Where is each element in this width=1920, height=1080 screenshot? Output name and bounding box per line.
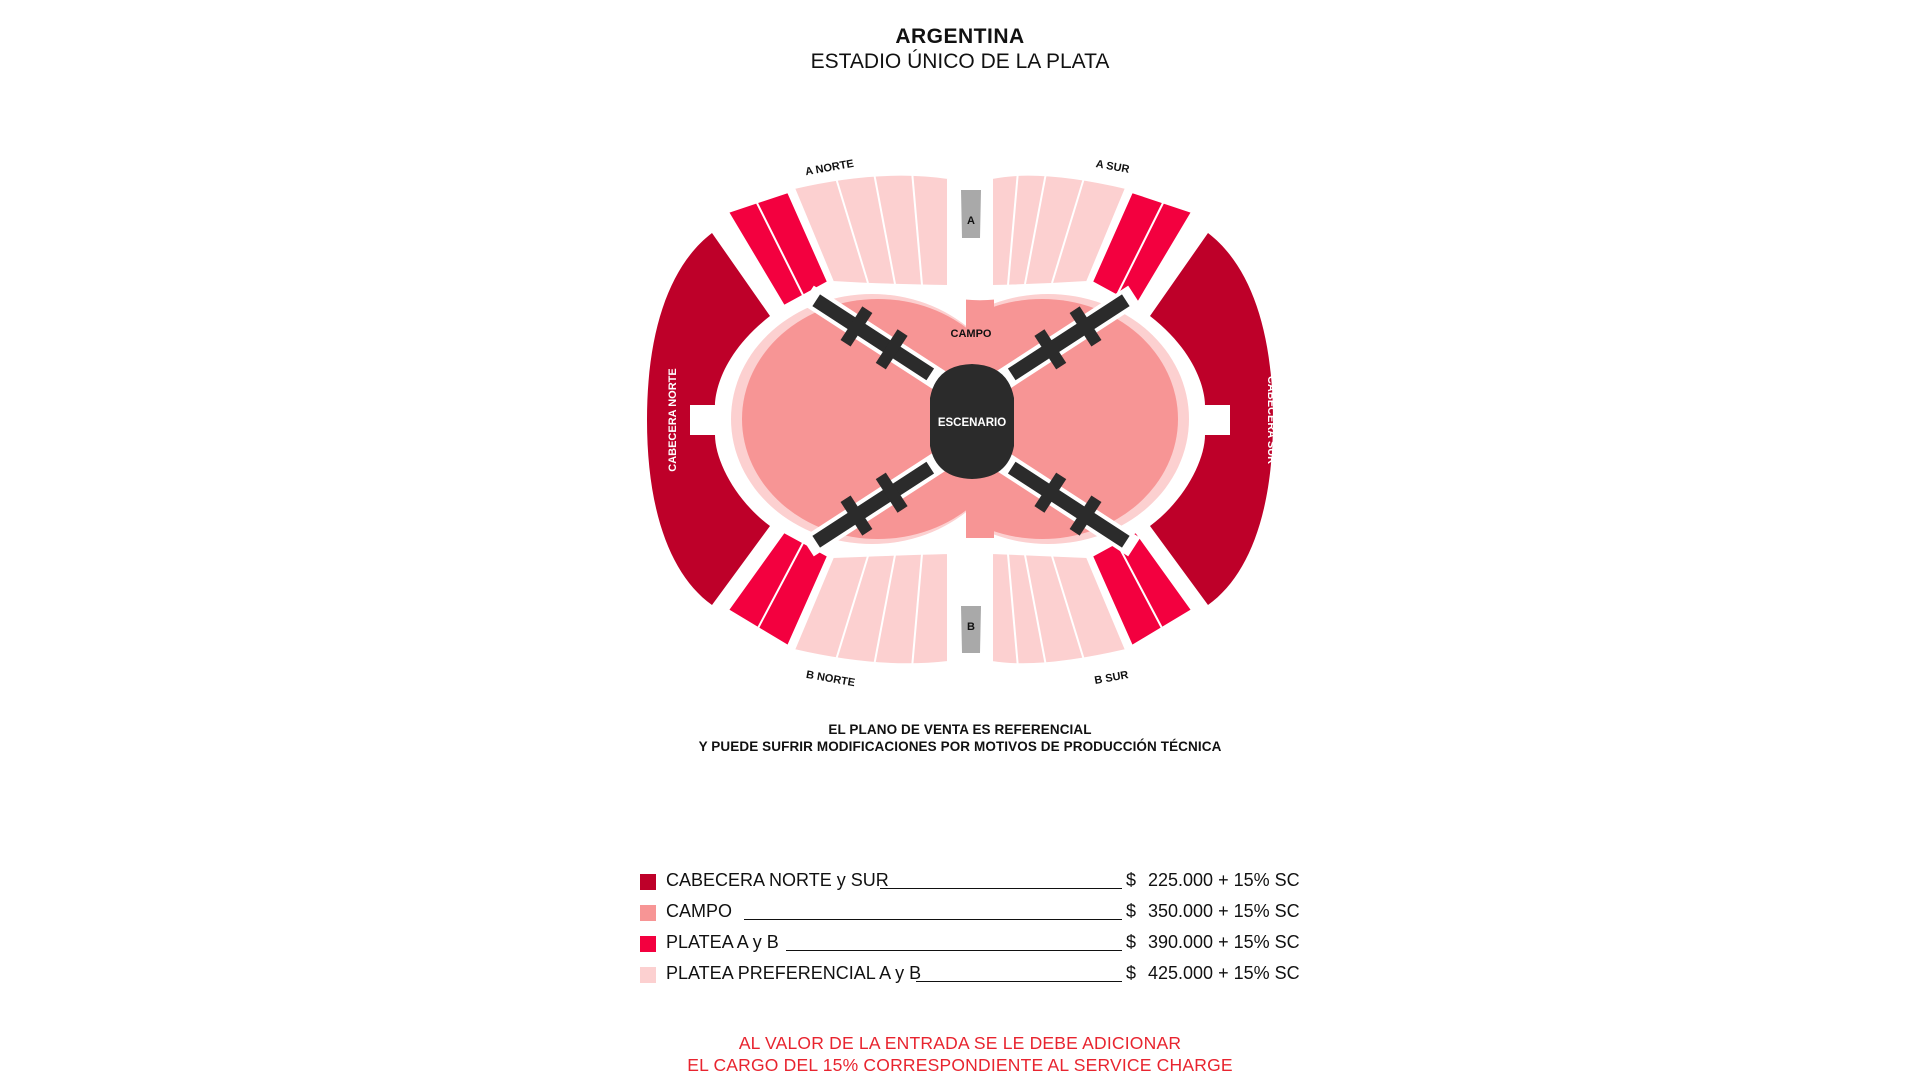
legend-price: 425.000 + 15% SC xyxy=(1148,963,1300,983)
legend-price: 225.000 + 15% SC xyxy=(1148,870,1300,890)
service-charge-note xyxy=(0,1032,1920,1076)
note-line-1: AL VALOR DE LA ENTRADA SE LE DEBE ADICIONAR xyxy=(738,1033,1182,1053)
stage-label: ESCENARIO xyxy=(937,417,1007,429)
venue-subtitle: ESTADIO ÚNICO DE LA PLATA xyxy=(810,50,1110,73)
label-cabecera-norte: CABECERA NORTE xyxy=(667,368,679,472)
legend-row-platea-preferencial xyxy=(640,961,1300,992)
label-cabecera-sur: CABECERA SUR xyxy=(1265,375,1277,465)
gate-b-label: B xyxy=(967,621,975,633)
label-b-sur: B SUR xyxy=(1093,669,1130,687)
legend-swatch xyxy=(640,967,656,983)
legend-currency: $ xyxy=(1126,870,1137,890)
legend-currency: $ xyxy=(1126,963,1137,983)
label-b-norte: B NORTE xyxy=(805,668,856,690)
legend-swatch xyxy=(640,905,656,921)
leader-line xyxy=(786,950,1122,951)
legend-row-cabecera xyxy=(640,868,1300,899)
disclaimer-line-2: Y PUEDE SUFRIR MODIFICACIONES POR MOTIVOS DE PRODUCCIÓN TÉCNICA xyxy=(698,739,1222,754)
legend-label: PLATEA A y B xyxy=(666,932,779,952)
price-legend xyxy=(640,868,1300,992)
campo-label: CAMPO xyxy=(950,328,992,340)
label-a-sur: A SUR xyxy=(1094,158,1131,176)
legend-price: 390.000 + 15% SC xyxy=(1148,932,1300,952)
leader-line xyxy=(744,919,1122,920)
legend-swatch xyxy=(640,936,656,952)
page-title: ARGENTINA xyxy=(895,25,1025,48)
legend-price: 350.000 + 15% SC xyxy=(1148,901,1300,921)
legend-label: CAMPO xyxy=(666,901,733,921)
map-disclaimer xyxy=(0,721,1920,755)
legend-row-platea xyxy=(640,930,1300,961)
legend-swatch xyxy=(640,874,656,890)
gate-a xyxy=(961,190,981,238)
legend-label: PLATEA PREFERENCIAL A y B xyxy=(666,963,922,983)
legend-label: CABECERA NORTE y SUR xyxy=(666,870,889,890)
legend-currency: $ xyxy=(1126,901,1137,921)
leader-line xyxy=(916,981,1122,982)
gate-a-label: A xyxy=(967,215,975,227)
legend-currency: $ xyxy=(1126,932,1137,952)
note-line-2: EL CARGO DEL 15% CORRESPONDIENTE AL SERVICE CHARGE xyxy=(687,1055,1233,1075)
leader-line xyxy=(880,888,1122,889)
disclaimer-line-1: EL PLANO DE VENTA ES REFERENCIAL xyxy=(828,722,1092,737)
label-a-norte: A NORTE xyxy=(804,157,855,179)
legend-row-campo xyxy=(640,899,1300,930)
